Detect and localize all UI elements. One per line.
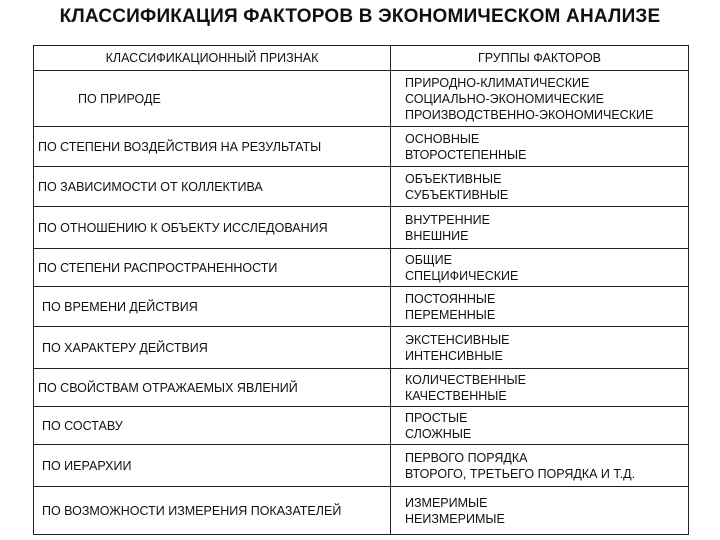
- factor-group: ОБЩИЕ: [405, 252, 452, 267]
- factor-group: ИЗМЕРИМЫЕ: [405, 495, 488, 510]
- factor-groups-cell: [391, 327, 688, 368]
- factor-group: СОЦИАЛЬНО-ЭКОНОМИЧЕСКИЕ: [405, 91, 604, 106]
- factor-group: ПРОИЗВОДСТВЕННО-ЭКОНОМИЧЕСКИЕ: [405, 107, 654, 122]
- criterion-cell: ПО ОТНОШЕНИЮ К ОБЪЕКТУ ИССЛЕДОВАНИЯ: [38, 220, 328, 235]
- factor-group: ПРИРОДНО-КЛИМАТИЧЕСКИЕ: [405, 75, 590, 90]
- factor-groups-cell: [391, 127, 688, 166]
- criterion-cell: ПО ВРЕМЕНИ ДЕЙСТВИЯ: [42, 299, 198, 314]
- factor-group: НЕИЗМЕРИМЫЕ: [405, 511, 505, 526]
- table-header-row: [34, 46, 688, 71]
- table-row: [34, 249, 688, 287]
- criterion-cell: ПО ПРИРОДЕ: [78, 91, 161, 106]
- factor-groups-cell: [391, 167, 688, 206]
- factor-groups-cell: [391, 287, 688, 326]
- criterion-cell: ПО ХАРАКТЕРУ ДЕЙСТВИЯ: [42, 340, 208, 355]
- table-row: [34, 287, 688, 327]
- table-row: [34, 487, 688, 534]
- factor-group: ПЕРВОГО ПОРЯДКА: [405, 450, 528, 465]
- factor-group: ЭКСТЕНСИВНЫЕ: [405, 332, 510, 347]
- factor-groups-cell: [391, 445, 688, 486]
- criterion-cell: ПО СТЕПЕНИ ВОЗДЕЙСТВИЯ НА РЕЗУЛЬТАТЫ: [38, 139, 322, 154]
- factor-group: ВНУТРЕННИЕ: [405, 212, 490, 227]
- criterion-cell: ПО СТЕПЕНИ РАСПРОСТРАНЕННОСТИ: [38, 260, 278, 275]
- factor-group: ОБЪЕКТИВНЫЕ: [405, 171, 502, 186]
- header-groups: ГРУППЫ ФАКТОРОВ: [477, 51, 602, 65]
- table-row: [34, 127, 688, 167]
- factor-group: ПРОСТЫЕ: [405, 410, 468, 425]
- factor-group: КАЧЕСТВЕННЫЕ: [405, 388, 507, 403]
- table-row: [34, 407, 688, 445]
- factor-groups-cell: [391, 71, 688, 126]
- criterion-cell: ПО СВОЙСТВАМ ОТРАЖАЕМЫХ ЯВЛЕНИЙ: [38, 380, 298, 395]
- factor-group: КОЛИЧЕСТВЕННЫЕ: [405, 372, 526, 387]
- factor-group: СПЕЦИФИЧЕСКИЕ: [405, 268, 519, 283]
- header-criterion: КЛАССИФИКАЦИОННЫЙ ПРИЗНАК: [105, 51, 319, 65]
- table-row: [34, 167, 688, 207]
- table-row: [34, 327, 688, 369]
- factor-group: ПЕРЕМЕННЫЕ: [405, 307, 496, 322]
- factor-group: СЛОЖНЫЕ: [405, 426, 472, 441]
- factor-group: ВТОРОГО, ТРЕТЬЕГО ПОРЯДКА И Т.Д.: [405, 466, 636, 481]
- table-row: [34, 71, 688, 127]
- factor-groups-cell: [391, 249, 688, 286]
- factor-groups-cell: [391, 407, 688, 444]
- criterion-cell: ПО ВОЗМОЖНОСТИ ИЗМЕРЕНИЯ ПОКАЗАТЕЛЕЙ: [42, 503, 342, 518]
- criterion-cell: ПО ИЕРАРХИИ: [42, 458, 132, 473]
- criterion-cell: ПО СОСТАВУ: [42, 418, 123, 433]
- factor-group: ПОСТОЯННЫЕ: [405, 291, 496, 306]
- criterion-cell: ПО ЗАВИСИМОСТИ ОТ КОЛЛЕКТИВА: [38, 179, 263, 194]
- factor-group: ВНЕШНИЕ: [405, 228, 469, 243]
- factor-group: ИНТЕНСИВНЫЕ: [405, 348, 503, 363]
- factor-groups-cell: [391, 207, 688, 248]
- factor-group: ОСНОВНЫЕ: [405, 131, 480, 146]
- factor-group: ВТОРОСТЕПЕННЫЕ: [405, 147, 527, 162]
- classification-table: [33, 45, 689, 535]
- table-row: [34, 207, 688, 249]
- table-row: [34, 445, 688, 487]
- table-row: [34, 369, 688, 407]
- factor-groups-cell: [391, 487, 688, 534]
- page-title: КЛАССИФИКАЦИЯ ФАКТОРОВ В ЭКОНОМИЧЕСКОМ АНАЛИЗЕ: [59, 6, 661, 27]
- factor-group: СУБЪЕКТИВНЫЕ: [405, 187, 509, 202]
- factor-groups-cell: [391, 369, 688, 406]
